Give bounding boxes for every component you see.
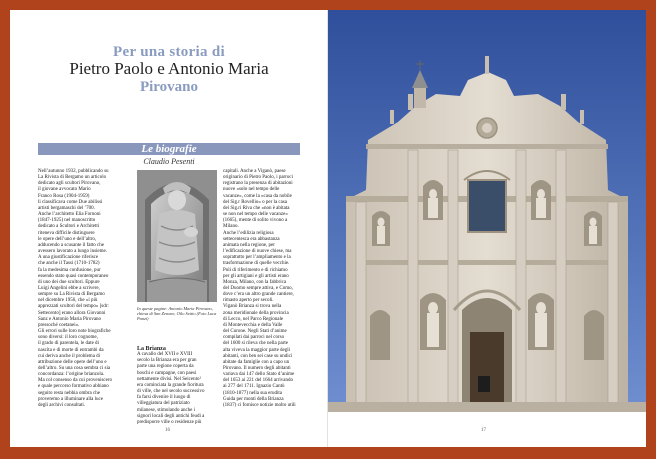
subheading-brianza: La Brianza xyxy=(137,346,166,352)
text-line: dell’altro. Su una cosa sembra ci sia xyxy=(38,366,111,371)
church-photo xyxy=(328,10,646,412)
text-line: per gli artigiani e gli artisti erano xyxy=(223,273,289,279)
magazine-spread xyxy=(10,10,646,447)
text-line: La Rivista di Bergamo un articolo xyxy=(38,175,107,181)
text-line: proveremo a illuminare alla luce xyxy=(38,396,103,402)
text-line: soprattutto per l’ampliamento e la xyxy=(223,255,291,261)
text-line: boschi e campagne, con paesi xyxy=(137,370,197,376)
text-line: il giovane avvocato Mario xyxy=(38,187,91,193)
text-line: abitanti, con ben sei case su undici xyxy=(223,353,293,359)
text-line: pressoché coetanei». xyxy=(38,322,80,328)
text-line: avessero lavorato a lungo insieme. xyxy=(38,249,108,255)
text-line: riteneva difficile distinguere xyxy=(38,230,95,236)
text-line: il grado di parentela, le date di xyxy=(38,341,99,347)
text-line: sempre su La Rivista di Bergamo xyxy=(38,292,105,298)
text-line: del Curone. Negli Stati d’anime xyxy=(223,329,287,335)
text-line: e quale percorso formativo abbiano xyxy=(38,384,109,390)
text-column-3 xyxy=(223,169,315,409)
text-line: animata nella regione, per xyxy=(223,242,275,248)
text-line: capitali. Anche a Viganò, paese xyxy=(223,169,286,174)
text-line: dedicato a Scultori e Architetti xyxy=(38,224,100,230)
page-number-left: 16 xyxy=(165,428,170,433)
text-line: originario di Pietro Paolo, i parroci xyxy=(223,175,293,181)
text-line: del 1653 ai 221 del 1664 arrivando xyxy=(223,378,293,384)
text-line: zona meridionale della provincia xyxy=(223,310,289,316)
text-line: predisporre ville o residenze più xyxy=(137,419,202,425)
text-line: attribuzione delle opere dell’uno e xyxy=(38,359,107,365)
text-line: alta viveva la maggior parte degli xyxy=(223,347,291,353)
text-line: l’edificazione di nuove chiese, ma xyxy=(223,249,292,255)
text-line: abitate da famiglie con a capo un xyxy=(223,359,290,365)
text-line: le opere dell’uno e dell’altro, xyxy=(38,236,97,242)
left-page xyxy=(10,10,328,447)
text-line: Pirovano. Il numero degli abitanti xyxy=(223,366,291,371)
text-line: adducendo a scusante il fatto che xyxy=(38,242,104,248)
text-line: Anche l’edilizia religiosa xyxy=(223,230,274,236)
text-line: apprezzati scultori del tempo» [sdr: xyxy=(38,304,109,310)
text-line: fa farsi divenire il luogo di xyxy=(137,395,191,401)
text-line: se non nel tempo delle vacanze» xyxy=(223,212,288,218)
text-line: Viganò Brianza si trova nella xyxy=(223,304,282,310)
text-line: nuove «solo nel tempo delle xyxy=(223,187,280,193)
church-facade-illustration xyxy=(328,10,646,412)
text-line: nel dicembre 1956, che «i più xyxy=(38,298,98,304)
text-line: settecentesca era abbastanza xyxy=(223,236,280,242)
text-line: variava dai 147 dello Stato d’anime xyxy=(223,372,295,378)
text-line: (1847-1925) nel manoscritto xyxy=(38,218,96,224)
text-line: Nell’autunno 1932, pubblicando su xyxy=(38,169,109,174)
text-line: Monza, Milano, con la fabbrica xyxy=(223,279,287,285)
text-line: registrano la presenza di abitazioni xyxy=(223,181,293,187)
text-line: era cominciata la grande fioritura xyxy=(137,382,204,388)
text-line: Settecento] erano allora Giovanni xyxy=(38,310,106,316)
right-page xyxy=(328,10,646,447)
text-line: Sanz e Antonio Maria Pirovano xyxy=(38,316,102,322)
text-line: di ville, che nel secolo successivo xyxy=(137,389,205,395)
text-line: Franco Rosa (1904-1959) xyxy=(38,193,90,199)
text-line: concordanza: l’origine brianzola. xyxy=(38,372,105,378)
text-line: dedicato agli scultori Pirovano, xyxy=(38,181,101,187)
statue-photo xyxy=(137,170,217,302)
text-line: secolo la Brianza era per gran xyxy=(137,358,197,364)
text-line: dove c’era un altro grande cantiere, xyxy=(223,292,294,298)
article-title-surname: Pirovano xyxy=(139,79,199,95)
text-line: di uno dei due scultori. Eppure xyxy=(38,279,100,285)
text-line: vacanze», come la «casa da nobile xyxy=(223,193,292,199)
text-line: trasformazione di quelle vecchie. xyxy=(223,261,290,267)
text-line: (1810-1877) nella sua erudita xyxy=(223,390,283,396)
article-kicker: Per una storia di xyxy=(113,44,225,60)
text-line: di Montevecchia e della Valle xyxy=(223,322,283,328)
text-line: compilati dai parroci nel corso xyxy=(223,335,285,341)
text-column-1 xyxy=(38,169,130,409)
text-line: ai 277 del 1711. Ignazio Cantù xyxy=(223,384,285,390)
text-line: milanese, stimolando anche i xyxy=(137,407,196,413)
text-line: Ma col consenso da cui proveniscero xyxy=(38,378,113,384)
text-line: (1837) ci fornisce notizie molto utili xyxy=(223,402,296,408)
text-line: Gli errori sulle loro note biografiche xyxy=(38,329,111,335)
text-line: che anche il Tassi (1710-1782) xyxy=(38,261,100,267)
text-line: seguito resta nebbia ombra che xyxy=(38,390,100,396)
text-line: nettamente divisi. Nel Seicento¹ xyxy=(137,376,201,382)
section-heading: Le biografie xyxy=(38,143,300,155)
text-line: rimasto aperto per secoli. xyxy=(223,298,274,304)
text-line: Luigi Angelini ebbe a scrivere, xyxy=(38,285,100,291)
text-line: signori locali degli antichi feudi a xyxy=(137,413,205,419)
photo-caption: In queste pagine: Antonio Maria Pirovano, chiesa di San Zenone, Oilo Settio (Foto Luca Panzi) xyxy=(137,306,217,322)
text-line: A una giustificazione riferisce xyxy=(38,255,99,261)
text-line: del Sig.r Rovellio» o per la casa xyxy=(223,199,288,205)
page-number-right: 17 xyxy=(481,428,486,433)
text-line: degli archivi consultati. xyxy=(38,402,86,408)
text-line: di Lecco, nel Parco Regionale xyxy=(223,316,284,322)
text-line: villeggiatura del patriziato xyxy=(137,401,190,407)
text-line: del 1600 si rileva che nella parte xyxy=(223,341,288,347)
text-line: dei Sig.ri Riva che «non è abitata xyxy=(223,205,290,211)
text-line: Anche l’architetto Elia Fornoni xyxy=(38,212,101,218)
text-line: nascita e di morte di entrambi da xyxy=(38,347,104,353)
text-line: Milano. xyxy=(223,224,239,230)
statue-illustration xyxy=(137,170,217,302)
article-title: Pietro Paolo e Antonio Maria xyxy=(69,59,269,78)
text-line: (1665), mente di solito vivono a xyxy=(223,218,288,224)
text-line: A cavallo del XVII e XVIII xyxy=(137,352,193,358)
text-line: parte una regione coperta da xyxy=(137,364,194,370)
text-line: Guida per monti della Brianza xyxy=(223,396,284,402)
text-line: sono diversi: il loro cognome, xyxy=(38,335,98,341)
text-line: fa la medesima confusione, pur xyxy=(38,267,101,273)
text-column-2-body xyxy=(137,352,217,426)
text-column-2 xyxy=(137,346,217,426)
text-line: artisti bergamaschi del ’700. xyxy=(38,205,95,211)
text-line: Poli di riferimento e di richiamo xyxy=(223,267,288,273)
text-line: del Duomo sempre attiva, e Como, xyxy=(223,285,293,291)
text-line: essendo stato quasi contemporaneo xyxy=(38,273,109,279)
author-byline: Claudio Pesenti xyxy=(143,157,195,166)
text-line: li classificava come Due abilissi xyxy=(38,199,103,205)
text-line: cui deriva anche il problema di xyxy=(38,353,101,359)
